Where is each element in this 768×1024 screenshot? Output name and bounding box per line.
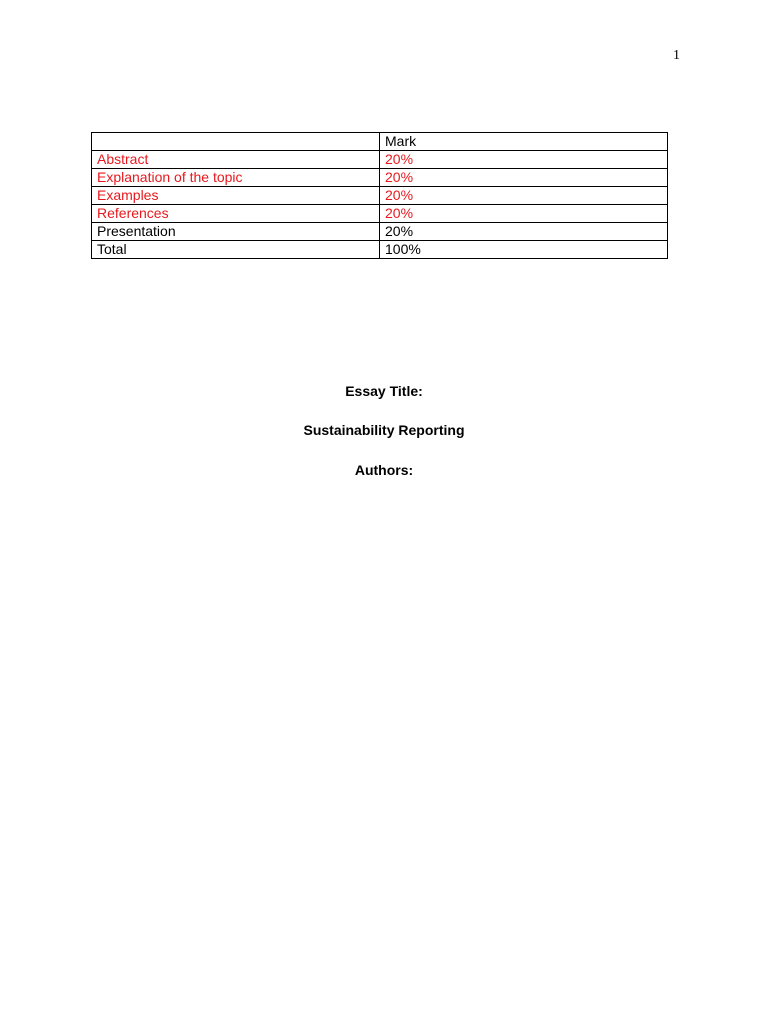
mark-cell-abstract: 20% <box>380 151 668 169</box>
mark-cell-total: 100% <box>380 241 668 259</box>
criterion-cell-references: References <box>92 205 380 223</box>
mark-cell-presentation: 20% <box>380 223 668 241</box>
table-row <box>92 205 668 223</box>
authors-label: Authors: <box>354 462 414 478</box>
criterion-header-cell <box>92 133 380 151</box>
mark-cell-references: 20% <box>380 205 668 223</box>
table-header-row <box>92 133 668 151</box>
criterion-cell-explanation: Explanation of the topic <box>92 169 380 187</box>
table-row <box>92 241 668 259</box>
mark-header-cell: Mark <box>380 133 668 151</box>
mark-cell-explanation: 20% <box>380 169 668 187</box>
mark-cell-examples: 20% <box>380 187 668 205</box>
table-row <box>92 223 668 241</box>
criterion-cell-presentation: Presentation <box>92 223 380 241</box>
page-number: 1 <box>673 48 680 63</box>
table-row <box>92 169 668 187</box>
table-row <box>92 187 668 205</box>
table-row <box>92 151 668 169</box>
essay-title: Sustainability Reporting <box>303 422 465 438</box>
criterion-cell-total: Total <box>92 241 380 259</box>
criterion-cell-examples: Examples <box>92 187 380 205</box>
criterion-cell-abstract: Abstract <box>92 151 380 169</box>
essay-title-label: Essay Title: <box>345 383 423 399</box>
marking-scheme-table <box>91 132 668 259</box>
